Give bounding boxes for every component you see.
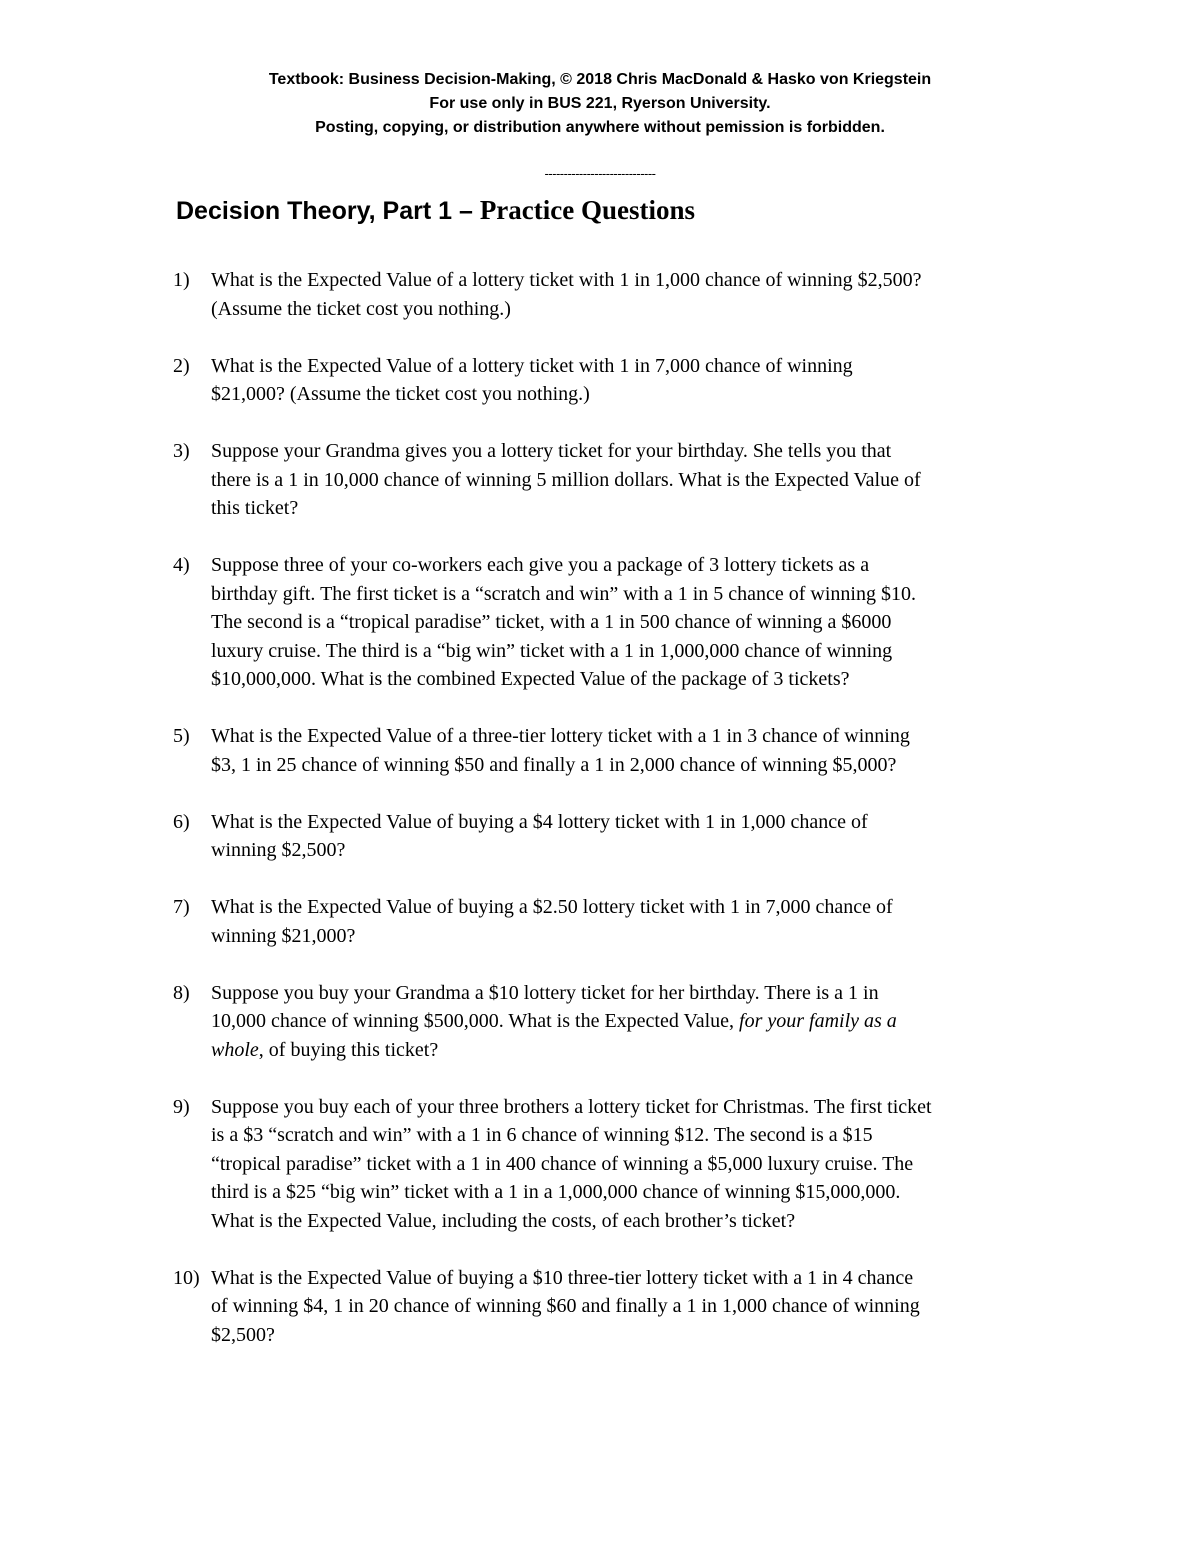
question-item-8 [0, 979, 1071, 1065]
question-number: 3) [173, 440, 190, 462]
question-item-2 [0, 352, 1071, 409]
question-text: Suppose your Grandma gives you a lottery ticket for your birthday. She tells you that there is a 1 in 10,000 chance of winning 5 million dollars. What is the Expected Value of this ticket? [211, 440, 921, 519]
question-number: 5) [173, 725, 190, 747]
title-part-2: Practice Questions [479, 195, 696, 225]
page-title [176, 192, 695, 229]
question-number: 8) [173, 981, 190, 1004]
question-number: 7) [173, 896, 190, 918]
question-number: 1) [173, 269, 190, 291]
question-item-6 [0, 808, 1071, 865]
question-text: What is the Expected Value of buying a $4 lottery ticket with 1 in 1,000 chance of winning $2,500? [211, 810, 868, 861]
question-text: What is the Expected Value of a lottery ticket with 1 in 1,000 chance of winning $2,500? (Assume the ticket cost you nothing.) [211, 269, 922, 320]
question-number: 6) [173, 810, 190, 833]
question-item-9 [0, 1093, 1071, 1236]
question-number: 9) [173, 1095, 190, 1118]
header-distribution-line: Posting, copying, or distribution anywhere without pemission is forbidden. [315, 119, 885, 136]
question-text-after: , of buying this ticket? [258, 1038, 439, 1061]
question-text: What is the Expected Value of buying a $2.50 lottery ticket with 1 in 7,000 chance of winning $21,000? [211, 896, 893, 947]
question-list [0, 266, 1200, 1378]
header-textbook-line: Textbook: Business Decision-Making, © 2018 Chris MacDonald & Hasko von Kriegstein [268, 71, 932, 88]
question-item-10 [0, 1264, 1071, 1350]
question-number: 2) [173, 354, 190, 377]
question-item-5 [0, 722, 1071, 779]
question-item-1 [0, 266, 1071, 323]
question-text: Suppose you buy each of your three brothers a lottery ticket for Christmas. The first ticket is a $3 “scratch and win” with a 1 in 6 chance of winning $12. The second is a $15 “tropical paradise” ticket with a 1 in 400 chance of winning a $5,000 luxury cruise. The third is a $25 “big win” ticket with a 1 in a 1,000,000 chance of winning $15,000,000. What is the Expected Value, including the costs, of each brother’s ticket? [211, 1095, 932, 1232]
question-text-emphasis: for your family as a whole [211, 1010, 897, 1061]
question-text: What is the Expected Value of buying a $10 three-tier lottery ticket with a 1 in 4 chance of winning $4, 1 in 20 chance of winning $60 and finally a 1 in 1,000 chance of winning $2,500? [211, 1266, 920, 1346]
copyright-header [0, 68, 1200, 140]
dashed-divider: ----------------------------- [544, 166, 656, 181]
question-item-3 [0, 437, 1071, 523]
header-usage-line: For use only in BUS 221, Ryerson University. [429, 95, 771, 112]
question-item-7 [0, 893, 1071, 950]
question-item-4 [0, 551, 1071, 694]
question-text-before: Suppose you buy your Grandma a $10 lottery ticket for her birthday. There is a 1 in 10,000 chance of winning $500,000. What is the Expected Value, [211, 981, 879, 1032]
question-text: What is the Expected Value of a lottery ticket with 1 in 7,000 chance of winning $21,000? (Assume the ticket cost you nothing.) [211, 354, 853, 405]
question-number: 10) [173, 1266, 200, 1289]
title-part-1: Decision Theory, Part 1 – [176, 197, 480, 225]
question-text: Suppose three of your co-workers each give you a package of 3 lottery tickets as a birthday gift. The first ticket is a “scratch and win” with a 1 in 5 chance of winning $10. The second is a “tropical paradise” ticket, with a 1 in 500 chance of winning a $6000 luxury cruise. The third is a “big win” ticket with a 1 in 1,000,000 chance of winning $10,000,000. What is the combined Expected Value of the package of 3 tickets? [211, 554, 916, 690]
question-text [211, 979, 1071, 1065]
question-text: What is the Expected Value of a three-tier lottery ticket with a 1 in 3 chance of winning $3, 1 in 25 chance of winning $50 and finally a 1 in 2,000 chance of winning $5,000? [211, 725, 910, 776]
question-number: 4) [173, 554, 190, 576]
